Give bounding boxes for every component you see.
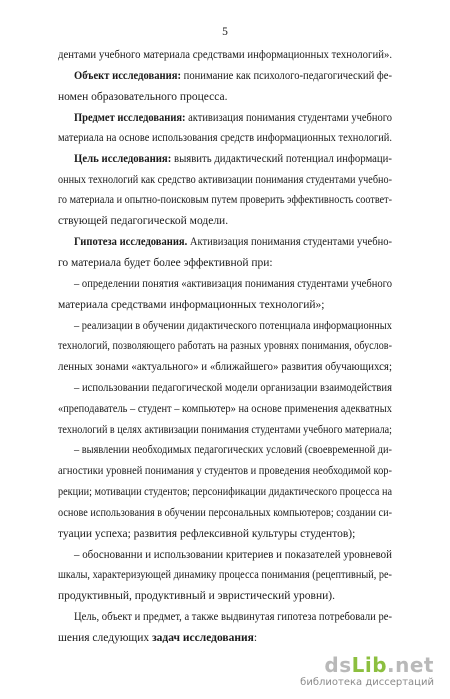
text-segment: го материала и опытно-поисковым путем проверить эффективность соответ- — [58, 194, 392, 206]
bold-term: Объект исследования: — [74, 70, 182, 82]
text-line — [74, 610, 392, 624]
watermark-subtitle: библиотека диссертаций — [300, 677, 434, 688]
logo-part-net: .net — [387, 653, 434, 677]
text-line — [58, 464, 392, 478]
text-line — [58, 485, 392, 499]
text-segment: рекции; мотивации студентов; персонификации дидактического процесса на — [58, 486, 393, 498]
text-line — [58, 568, 392, 582]
text-line — [58, 402, 392, 416]
text-line — [58, 90, 227, 104]
text-segment: материала на основе использования средств информационных технологий. — [58, 132, 393, 144]
text-segment: онных технологий как средство активизации понимания студентами учебно- — [58, 174, 393, 186]
bold-term: Предмет исследования: — [74, 112, 186, 124]
text-segment: продуктивный, продуктивный и эвристический уровни). — [58, 590, 335, 602]
text-segment: активизация понимания студентами учебного — [185, 112, 393, 124]
text-segment: технологий в целях активизации понимания студентами учебного материала; — [58, 424, 392, 436]
text-segment: материала средствами информационных технологий»; — [58, 299, 325, 311]
text-line — [58, 339, 392, 353]
text-line — [58, 298, 325, 312]
bold-term: Гипотеза исследования. — [74, 236, 188, 248]
text-segment: туации успеха; развития рефлексивной культуры студентов); — [58, 528, 356, 540]
text-line — [58, 631, 257, 645]
text-line — [58, 360, 392, 374]
text-segment: шения следующих — [58, 632, 153, 644]
text-segment: го материала будет более эффективной при: — [58, 257, 273, 269]
text-line — [58, 214, 228, 228]
text-line — [58, 173, 392, 187]
text-segment: агностики уровней понимания у студентов и проведения необходимой кор- — [58, 465, 392, 477]
text-segment: «преподаватель – студент – компьютер» на основе применения адекватных — [58, 403, 392, 415]
text-segment: номен образовательного процесса. — [58, 91, 228, 103]
text-segment: : — [253, 632, 258, 644]
text-line — [58, 193, 392, 207]
text-segment: – использовании педагогической модели организации взаимодействия — [74, 382, 393, 394]
text-segment: дентами учебного материала средствами информационных технологий». — [58, 49, 393, 61]
logo-part-lib: Lib — [351, 653, 388, 677]
text-line — [58, 423, 392, 437]
text-segment: – выявлении необходимых педагогических условий (своевременной ди- — [74, 444, 393, 456]
text-line — [74, 319, 392, 333]
text-line — [74, 381, 392, 395]
text-line — [58, 506, 392, 520]
bold-term: Цель исследования: — [74, 153, 172, 165]
text-segment: ствующей педагогической модели. — [58, 215, 229, 227]
text-segment: основе использования в обучении персональных компьютеров; создании си- — [58, 507, 392, 519]
text-line — [58, 48, 392, 62]
text-line — [58, 527, 355, 541]
text-line — [58, 256, 273, 270]
text-line — [58, 131, 392, 145]
text-segment: – обоснованни и использовании критериев и показателей уровневой — [74, 549, 392, 561]
text-segment: понимание как психолого-педагогический фе- — [181, 70, 392, 82]
text-line — [74, 69, 392, 83]
text-line — [74, 235, 392, 249]
text-line — [74, 111, 392, 125]
watermark — [284, 653, 434, 693]
text-segment: Цель, объект и предмет, а также выдвинутая гипотеза потребовали ре- — [74, 611, 393, 623]
text-line — [74, 548, 392, 562]
dslib-logo — [324, 653, 434, 677]
page-number: 5 — [222, 26, 228, 38]
text-segment: Активизация понимания студентами учебно- — [187, 236, 392, 248]
text-segment: ленных зонами «актуального» и «ближайшего» развития обучающихся; — [58, 361, 392, 373]
text-segment: шкалы, характеризующей динамику процесса понимания (рецептивный, ре- — [58, 569, 392, 581]
bold-term: задач исследования — [152, 632, 254, 644]
text-line — [74, 277, 392, 291]
logo-part-ds: ds — [324, 653, 352, 677]
text-segment: – определении понятия «активизация понимания студентами учебного — [74, 278, 392, 290]
text-line — [74, 152, 392, 166]
text-line — [74, 443, 392, 457]
text-line — [58, 589, 335, 603]
text-segment: – реализации в обучении дидактического потенциала информационных — [74, 320, 393, 332]
text-segment: выявить дидактический потенциал информаци- — [171, 153, 393, 165]
text-segment: технологий, позволяющего работать на разных уровнях понимания, обуслов- — [58, 340, 392, 352]
